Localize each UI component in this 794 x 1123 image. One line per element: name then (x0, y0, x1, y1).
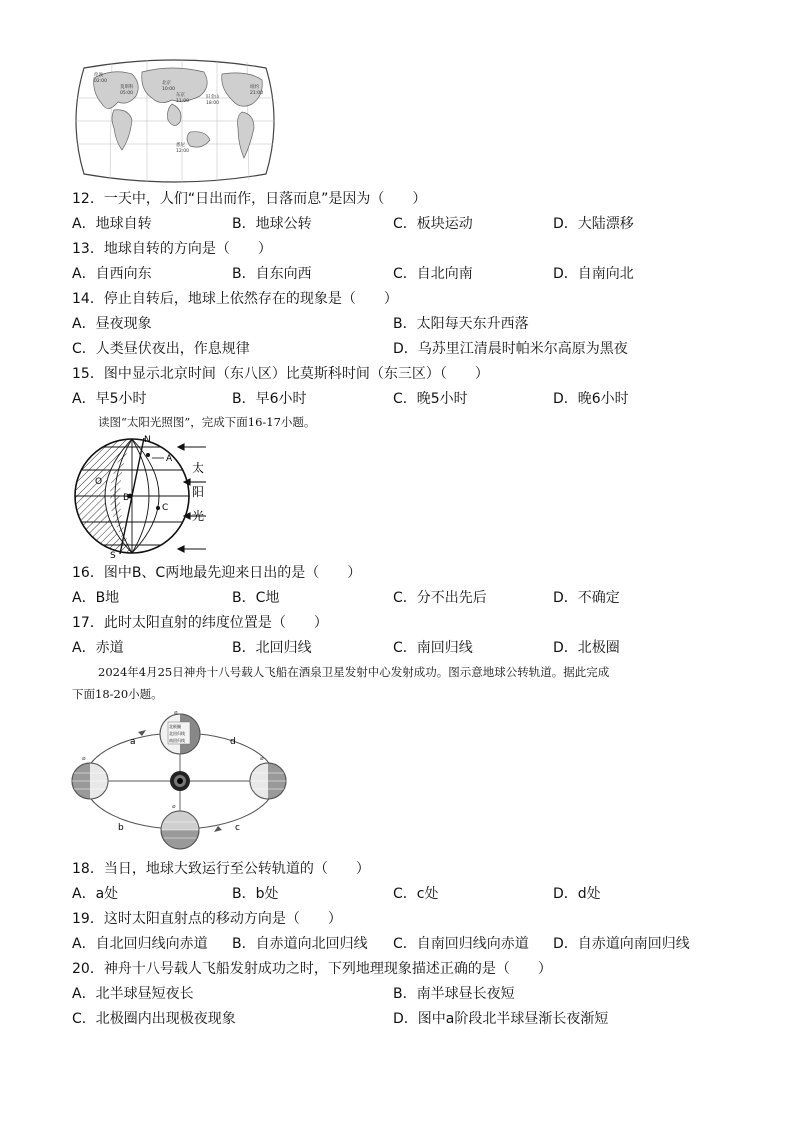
sun-char-1: 太 (192, 461, 205, 475)
map-label-ny: 纽约 (250, 85, 259, 90)
q13-option-c[interactable]: C．自北向南 (393, 266, 473, 282)
label-B: B (123, 493, 130, 503)
q16-option-c[interactable]: C．分不出先后 (393, 590, 487, 606)
map-time-sf: 18:00 (206, 101, 219, 106)
map-label-sydney: 悉尼 (176, 143, 185, 148)
q14-option-a[interactable]: A．昼夜现象 (72, 316, 152, 332)
q20-option-a[interactable]: A．北半球昼短夜长 (72, 986, 194, 1002)
question-15-stem: 15．图中显示北京时间（东八区）比莫斯科时间（东三区）（ ） (72, 366, 489, 382)
map-time-moscow: 05:00 (120, 91, 133, 96)
question-16-stem: 16．图中B、C两地最先迎来日出的是（ ） (72, 565, 362, 581)
q20-option-b[interactable]: B．南半球昼长夜短 (393, 986, 515, 1002)
question-20-stem: 20．神舟十八号载人飞船发射成功之时，下列地理现象描述正确的是（ ） (72, 961, 552, 977)
svg-text:⌀: ⌀ (260, 755, 264, 762)
q14-option-b[interactable]: B．太阳每天东升西落 (393, 316, 529, 332)
question-19-stem: 19．这时太阳直射点的移动方向是（ ） (72, 911, 342, 927)
q12-option-c[interactable]: C．板块运动 (393, 216, 473, 232)
q13-option-d[interactable]: D．自南向北 (553, 266, 634, 282)
label-C: C (162, 503, 169, 513)
q13-option-b[interactable]: B．自东向西 (232, 266, 312, 282)
question-14-stem: 14．停止自转后，地球上依然存在的现象是（ ） (72, 291, 398, 307)
intro-16-17: 读图“太阳光照图”，完成下面16-17小题。 (98, 415, 316, 429)
orbit-label-d: d (230, 737, 236, 747)
q12-option-d[interactable]: D．大陆漂移 (553, 216, 634, 232)
q19-option-c[interactable]: C．自南回归线向赤道 (393, 936, 529, 952)
question-17-stem: 17．此时太阳直射的纬度位置是（ ） (72, 615, 328, 631)
q15-option-c[interactable]: C．晚5小时 (393, 391, 468, 407)
orbit-label-c: c (235, 823, 240, 833)
orbit-figure (68, 708, 292, 852)
q16-option-a[interactable]: A．B地 (72, 590, 120, 606)
map-label-sf: 旧金山 (206, 95, 220, 100)
q17-option-d[interactable]: D．北极圈 (553, 640, 620, 656)
top-globe-capricorn: 南回归线 (169, 738, 185, 743)
q15-option-d[interactable]: D．晚6小时 (553, 391, 629, 407)
q12-option-a[interactable]: A．地球自转 (72, 216, 152, 232)
q18-option-a[interactable]: A．a处 (72, 886, 119, 902)
q19-option-a[interactable]: A．自北回归线向赤道 (72, 936, 208, 952)
map-time-beijing: 10:00 (162, 87, 175, 92)
q12-option-b[interactable]: B．地球公转 (232, 216, 312, 232)
q20-option-c[interactable]: C．北极圈内出现极夜现象 (72, 1011, 236, 1027)
q18-option-d[interactable]: D．d处 (553, 886, 601, 902)
map-time-london: 02:00 (94, 79, 107, 84)
map-label-tokyo: 东京 (176, 93, 185, 98)
svg-text:⌀: ⌀ (172, 803, 176, 810)
q17-option-b[interactable]: B．北回归线 (232, 640, 312, 656)
question-13-stem: 13．地球自转的方向是（ ） (72, 241, 272, 257)
question-12-stem: 12．一天中，人们“日出而作，日落而息”是因为（ ） (72, 191, 427, 207)
q14-option-d[interactable]: D．乌苏里江清晨时帕米尔高原为黑夜 (393, 341, 628, 357)
map-label-london: 伦敦 (94, 73, 103, 78)
orbit-label-a: a (130, 737, 136, 747)
label-A: A (166, 454, 173, 464)
q13-option-a[interactable]: A．自西向东 (72, 266, 152, 282)
sun-char-2: 阳 (192, 485, 205, 499)
label-O: O (95, 477, 103, 487)
q16-option-d[interactable]: D．不确定 (553, 590, 620, 606)
question-18-stem: 18．当日，地球大致运行至公转轨道的（ ） (72, 861, 370, 877)
label-S: S (110, 551, 116, 560)
map-label-beijing: 北京 (162, 81, 171, 86)
q15-option-a[interactable]: A．早5小时 (72, 391, 147, 407)
map-time-sydney: 12:00 (176, 149, 189, 154)
q14-option-c[interactable]: C．人类昼伏夜出，作息规律 (72, 341, 250, 357)
top-globe-arctic: 北极圈 (169, 724, 181, 729)
sunlight-figure (68, 434, 216, 560)
map-label-moscow: 莫斯科 (120, 85, 134, 90)
top-globe-cancer: 北回归线 (169, 731, 185, 736)
svg-text:⌀: ⌀ (82, 755, 86, 762)
q15-option-b[interactable]: B．早6小时 (232, 391, 307, 407)
map-time-tokyo: 11:00 (176, 99, 189, 104)
intro-18-20-line2: 下面18-20小题。 (72, 687, 163, 701)
q20-option-d[interactable]: D．图中a阶段北半球昼渐长夜渐短 (393, 1011, 609, 1027)
intro-18-20-line1: 2024年4月25日神舟十八号载人飞船在酒泉卫星发射中心发射成功。图示意地球公转轨道。据此完成 (98, 665, 610, 679)
map-time-ny: 21:00 (250, 91, 263, 96)
label-N: N (144, 435, 151, 445)
svg-text:⌀: ⌀ (174, 709, 178, 716)
world-map-figure (72, 58, 278, 184)
q17-option-c[interactable]: C．南回归线 (393, 640, 473, 656)
q19-option-b[interactable]: B．自赤道向北回归线 (232, 936, 368, 952)
q16-option-b[interactable]: B．C地 (232, 590, 280, 606)
q18-option-b[interactable]: B．b处 (232, 886, 279, 902)
q19-option-d[interactable]: D．自赤道向南回归线 (553, 936, 690, 952)
q18-option-c[interactable]: C．c处 (393, 886, 439, 902)
sun-char-3: 光 (192, 509, 205, 523)
orbit-label-b: b (118, 823, 124, 833)
q17-option-a[interactable]: A．赤道 (72, 640, 124, 656)
